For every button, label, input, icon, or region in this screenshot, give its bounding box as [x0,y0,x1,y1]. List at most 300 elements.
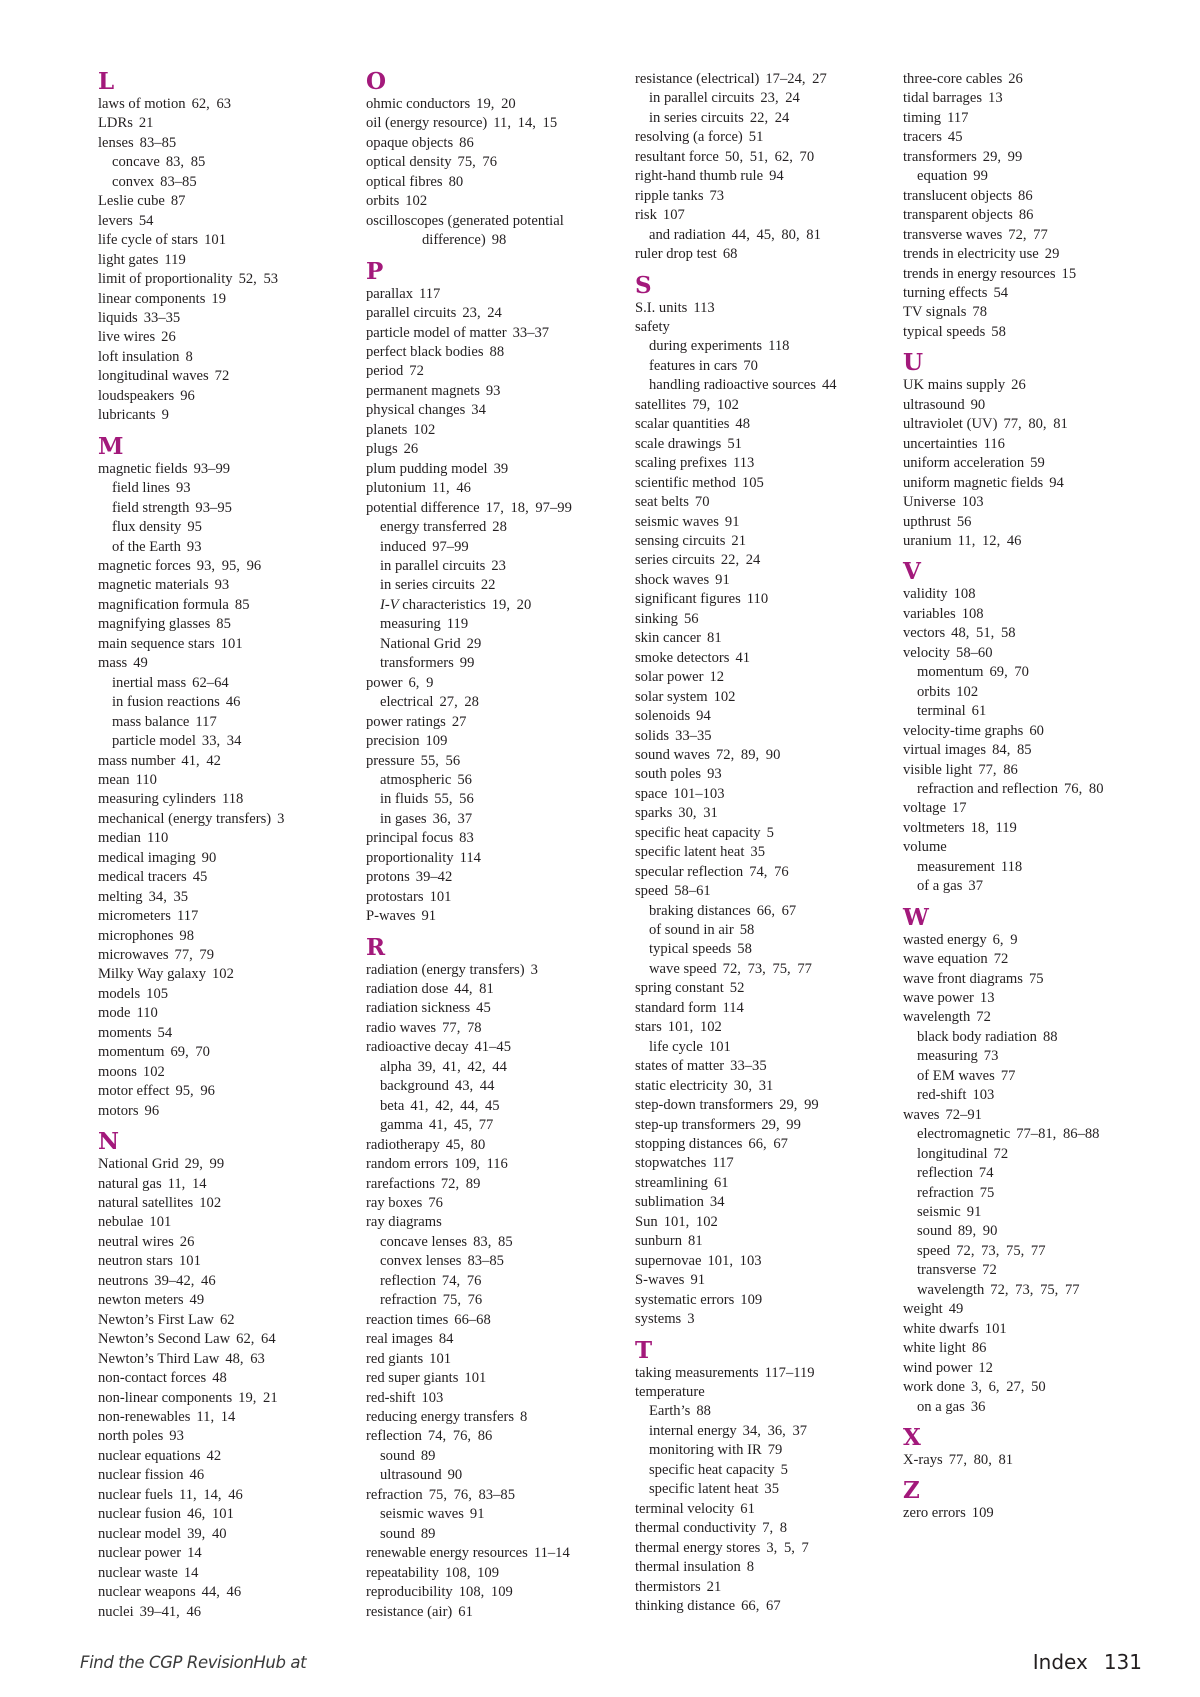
index-entry [366,479,606,498]
entry-pages: 91 [421,908,437,925]
index-subentry [366,1252,606,1271]
entry-term: measurement [917,858,995,875]
index-entry [366,1330,606,1349]
letter-heading: W [903,903,929,931]
entry-term: white dwarfs [903,1320,979,1337]
entry-term: reaction times [366,1311,449,1328]
entry-pages: 34, 36, 37 [742,1422,808,1439]
entry-term: transformers [903,148,977,165]
index-entry [635,299,875,318]
entry-pages: 93 [214,577,230,594]
entry-term: plutonium [366,480,426,497]
entry-term: supernovae [635,1252,702,1269]
entry-term: convex [112,173,155,190]
entry-term: north poles [98,1428,164,1445]
entry-pages: 93 [186,538,202,555]
entry-pages: 89, 90 [957,1223,998,1240]
entry-term: skin cancer [635,630,702,647]
index-entry [903,284,1143,303]
index-entry [98,1063,338,1082]
entry-term: resistance (air) [366,1603,453,1620]
entry-term: reducing energy transfers [366,1409,515,1425]
entry-pages: 75 [1028,970,1044,987]
entry-pages: 99 [973,168,988,185]
entry-term: ruler drop test [635,246,717,263]
index-entry [635,1578,875,1597]
index-entry [635,804,875,823]
entry-pages: 72 [982,1262,997,1279]
entry-pages: 89 [420,1447,436,1464]
entry-pages: 52, 53 [238,271,279,288]
entry-term: sound waves [635,746,710,763]
entry-pages: 117 [176,908,199,925]
index-subentry [366,1116,606,1135]
entry-term: resistance (electrical) [635,71,760,87]
entry-pages: 77, 78 [442,1019,482,1036]
index-subentry [903,663,1143,682]
entry-term: stopping distances [635,1136,743,1153]
entry-term: difference) [422,232,486,249]
entry-pages: 45 [476,1000,491,1017]
entry-pages: 21 [138,115,154,132]
entry-pages: 72, 73, 75, 77 [956,1242,1046,1259]
index-entry [635,629,875,648]
entry-pages: 36 [970,1398,986,1415]
letter-heading: T [635,1336,653,1364]
entry-pages: 103 [421,1389,444,1406]
index-entry [635,668,875,687]
index-entry [98,1603,338,1622]
entry-pages: 84 [438,1331,454,1348]
entry-term: internal energy [649,1422,737,1439]
entry-term: tracers [903,129,942,146]
index-entry [366,499,606,518]
index-entry [98,460,338,479]
entry-term: power ratings [366,713,446,730]
entry-pages: 78 [972,304,987,321]
index-entry [98,192,338,211]
index-entry [366,362,606,381]
entry-pages: 12 [709,669,725,686]
index-entry [635,1500,875,1519]
entry-term: X-rays [903,1452,943,1468]
letter-heading: N [98,1128,120,1156]
index-entry [903,187,1143,206]
entry-pages: 19, 20 [491,596,532,613]
entry-pages: 101 [429,1350,452,1367]
entry-term: south poles [635,766,702,783]
entry-pages: 41–45 [474,1039,511,1056]
entry-pages: 118 [221,791,244,808]
index-subentry [366,771,606,790]
entry-term: levers [98,212,133,229]
entry-pages: 58 [991,323,1006,340]
entry-pages: 46 [225,694,241,711]
entry-pages: 61 [971,703,987,720]
entry-term: models [98,985,141,1002]
letter-heading: P [366,257,384,285]
index-entry [98,1311,338,1330]
entry-pages: 85 [234,596,250,613]
index-entry [635,1519,875,1538]
entry-pages: 109 [971,1505,994,1522]
entry-pages: 91 [469,1506,485,1523]
entry-term: median [98,830,141,847]
index-entry [903,245,1143,264]
entry-pages: 84, 85 [992,742,1032,759]
index-entry [635,707,875,726]
entry-pages: 8 [185,348,193,365]
entry-pages: 91 [715,571,730,588]
entry-pages: 83–85 [467,1253,504,1270]
footer-revisionhub-note: Find the CGP RevisionHub at [80,1653,307,1672]
entry-pages: 101, 102 [667,1019,722,1036]
entry-term: motors [98,1102,139,1119]
entry-pages: 114 [459,849,481,866]
entry-term: uranium [903,532,952,549]
entry-term: scaling prefixes [635,455,727,472]
entry-term: trends in electricity use [903,246,1039,263]
index-entry [98,95,338,114]
index-entry [903,989,1143,1008]
entry-term: solenoids [635,708,691,725]
entry-pages: 45 [947,129,963,146]
entry-term: of EM waves [917,1067,995,1084]
entry-term: wavelength [917,1281,985,1298]
index-entry [98,635,338,654]
entry-term: live wires [98,329,156,346]
index-entry [98,829,338,848]
index-subentry [903,167,1143,186]
index-entry [635,1539,875,1558]
letter-heading: X [903,1424,921,1451]
index-entry [366,732,606,751]
index-entry [903,148,1143,167]
entry-term: refraction [917,1184,974,1201]
entry-pages: 3 [687,1311,695,1328]
entry-pages: 74, 76, 86 [427,1428,493,1445]
entry-pages: 41, 45, 77 [428,1117,494,1134]
index-entry [98,965,338,984]
index-entry [635,415,875,434]
entry-term: alpha [380,1058,412,1075]
index-entry [366,1544,606,1563]
entry-term: reflection [366,1428,422,1445]
index-subentry [903,1047,1143,1066]
entry-term: radiation dose [366,981,449,998]
entry-term: on a gas [917,1398,965,1415]
entry-pages: 77–81, 86–88 [1016,1126,1100,1143]
entry-pages: 56 [683,610,699,627]
index-subentry [903,1125,1143,1144]
entry-pages: 73 [983,1048,999,1065]
entry-pages: 11, 46 [432,480,471,497]
entry-pages: 101 [464,1370,487,1387]
entry-pages: 22, 24 [749,109,790,126]
entry-pages: 83–85 [139,134,177,151]
entry-term: risk [635,207,657,224]
entry-pages: 45 [192,869,208,886]
index-subentry [366,518,606,537]
entry-pages: 23, 24 [760,90,800,107]
entry-term: beta [380,1097,405,1114]
index-column-2 [366,70,606,1622]
entry-pages: 29, 99 [779,1097,819,1114]
index-entry [903,323,1143,342]
entry-term: radiotherapy [366,1136,440,1153]
entry-pages: 74 [978,1165,994,1182]
entry-term: in series circuits [380,577,475,594]
index-entry [903,741,1143,760]
entry-term: light gates [98,251,159,268]
entry-term: flux density [112,519,182,536]
entry-term: wind power [903,1359,973,1376]
index-entry [635,590,875,609]
entry-term: specular reflection [635,863,744,880]
entry-term: perfect black bodies [366,343,484,360]
entry-pages: 109 [740,1291,763,1308]
entry-term: measuring [917,1048,978,1065]
index-entry [635,1558,875,1577]
entry-pages: 96 [180,387,195,404]
index-entry [903,89,1143,108]
entry-pages: 114 [722,999,744,1016]
entry-pages: 39–42 [415,869,453,886]
index-entry [98,907,338,926]
entry-pages: 81 [688,1233,703,1250]
index-entry [98,134,338,153]
entry-pages: 39–42, 46 [154,1272,216,1289]
entry-term: step-up transformers [635,1116,756,1133]
index-entry [635,746,875,765]
entry-pages: 11, 14 [167,1175,207,1192]
entry-pages: 27, 28 [439,694,479,711]
entry-term: orbits [366,193,400,210]
entry-pages: 13 [988,90,1003,107]
entry-term: nuclear power [98,1545,182,1562]
index-entry [98,888,338,907]
entry-pages: 14 [183,1564,199,1581]
entry-term: resultant force [635,148,719,165]
index-subentry [98,538,338,557]
index-entry [366,401,606,420]
entry-pages: 102 [713,688,736,705]
entry-pages: 108, 109 [458,1584,513,1601]
entry-term: reflection [917,1165,973,1182]
entry-pages: 77 [1000,1067,1016,1084]
entry-term: mass balance [112,713,190,730]
entry-term: Earth’s [649,1403,691,1420]
entry-pages: 43, 44 [454,1078,495,1095]
index-entry [366,1486,606,1505]
index-entry [366,460,606,479]
index-entry [98,212,338,231]
entry-pages: 119 [164,251,186,268]
index-entry [98,615,338,634]
index-entry [366,1019,606,1038]
entry-pages: 72, 89 [440,1175,481,1192]
index-entry [635,513,875,532]
entry-pages: 117 [947,109,969,126]
entry-pages: 73 [709,187,725,204]
entry-term: typical speeds [903,323,986,340]
entry-term: during experiments [649,338,763,355]
letter-heading: Z [903,1477,920,1505]
index-entry [635,999,875,1018]
entry-term: seismic [917,1204,961,1221]
index-entry [366,713,606,732]
entry-pages: 7, 8 [762,1520,788,1537]
index-entry [903,493,1143,512]
index-entry [366,999,606,1018]
entry-pages: 36, 37 [432,810,473,827]
entry-pages: 66, 67 [748,1136,788,1153]
entry-term: linear components [98,290,206,307]
index-subentry [903,1261,1143,1280]
entry-term: physical changes [366,402,466,419]
entry-pages: 21 [731,532,746,549]
entry-term: ohmic conductors [366,96,471,112]
index-entry [903,532,1143,551]
entry-term: Newton’s Second Law [98,1331,231,1348]
entry-term: National Grid [380,635,461,652]
index-entry [903,1008,1143,1027]
index-entry [98,557,338,576]
entry-term: rarefactions [366,1175,435,1192]
entry-pages: 29 [1044,246,1060,263]
entry-pages: 35 [764,1481,779,1498]
entry-pages: 61 [458,1603,473,1620]
index-column-1 [98,70,338,1622]
entry-pages: 6, 9 [408,674,434,691]
index-subentry [635,1422,875,1441]
entry-pages: 33–37 [512,324,550,341]
index-entry [98,1408,338,1427]
entry-term: specific latent heat [635,844,745,861]
entry-term: electrical [380,694,434,711]
entry-pages: 72, 73, 75, 77 [722,960,812,977]
index-entry [98,752,338,771]
entry-term: micrometers [98,908,171,925]
entry-term: precision [366,733,420,750]
index-entry [98,1252,338,1271]
index-entry [903,1300,1143,1319]
entry-pages: 77, 80, 81 [948,1452,1014,1468]
letter-heading: L [98,68,115,95]
entry-term: equation [917,168,968,185]
entry-term: mass number [98,752,176,769]
entry-pages: 102 [142,1063,165,1080]
index-entry [635,765,875,784]
entry-term: sound [380,1525,415,1542]
index-entry [98,1505,338,1524]
entry-term: TV signals [903,304,967,321]
entry-term: Leslie cube [98,193,165,210]
entry-pages: 72, 77 [1008,226,1048,243]
index-subentry [366,635,606,654]
entry-pages: 54 [993,284,1009,301]
entry-pages: 117 [419,285,441,302]
entry-term: mechanical (energy transfers) [98,810,272,827]
entry-term: neutral wires [98,1233,174,1250]
index-subentry [635,337,875,356]
entry-pages: 33–35 [730,1058,767,1075]
entry-term: solar system [635,688,708,705]
entry-pages: 103 [972,1087,995,1104]
entry-term: neutron stars [98,1253,173,1270]
entry-term: measuring [380,616,441,633]
entry-term: velocity-time graphs [903,722,1024,739]
entry-term: speed [917,1242,951,1259]
entry-term: in series circuits [649,109,744,126]
section-label: Index [1032,1650,1088,1674]
entry-term: white light [903,1340,966,1357]
entry-pages: 5 [780,1461,788,1478]
index-subentry [635,376,875,395]
index-subentry [366,1233,606,1252]
entry-term: Sun [635,1213,658,1230]
entry-term: in fluids [380,791,429,808]
index-subentry [635,960,875,979]
entry-pages: 72 [976,1009,991,1026]
entry-term: ultrasound [380,1467,442,1484]
index-entry [635,454,875,473]
entry-pages: 11–14 [533,1545,570,1562]
entry-pages: 118 [768,338,790,355]
index-subentry [98,518,338,537]
index-entry [903,415,1143,434]
entry-pages: 3, 6, 27, 50 [971,1379,1046,1396]
index-subentry [366,654,606,673]
entry-term: opaque objects [366,134,454,151]
entry-term: renewable energy resources [366,1545,528,1562]
index-entry [903,838,1143,857]
entry-pages: 26 [161,329,176,346]
letter-heading: M [98,432,124,460]
entry-pages: 101–103 [673,785,725,802]
index-entry [903,513,1143,532]
entry-pages: 101 [429,888,452,905]
entry-term: period [366,363,404,380]
entry-term: in parallel circuits [380,557,486,574]
entry-term: electromagnetic [917,1126,1011,1143]
index-entry [635,70,875,89]
index-entry [903,761,1143,780]
index-entry [903,1378,1143,1397]
entry-term: lenses [98,134,134,151]
entry-term: satellites [635,396,687,413]
index-subentry [366,1097,606,1116]
index-subentry [366,693,606,712]
entry-term: liquids [98,309,138,326]
index-entry [635,128,875,147]
entry-term: space [635,785,668,802]
entry-pages: 75 [979,1184,995,1201]
entry-term: stopwatches [635,1155,707,1172]
entry-pages: 19, 20 [476,96,516,112]
index-entry [635,148,875,167]
entry-pages: 11, 12, 46 [957,532,1022,549]
index-entry [635,167,875,186]
entry-term: magnification formula [98,596,229,613]
index-entry [98,1369,338,1388]
entry-term: mean [98,771,130,788]
entry-term: refraction and reflection [917,780,1058,797]
entry-term: uncertainties [903,435,978,452]
entry-term: of a gas [917,878,963,895]
entry-pages: 77, 80, 81 [1003,416,1068,433]
entry-term: particle model [112,733,196,750]
